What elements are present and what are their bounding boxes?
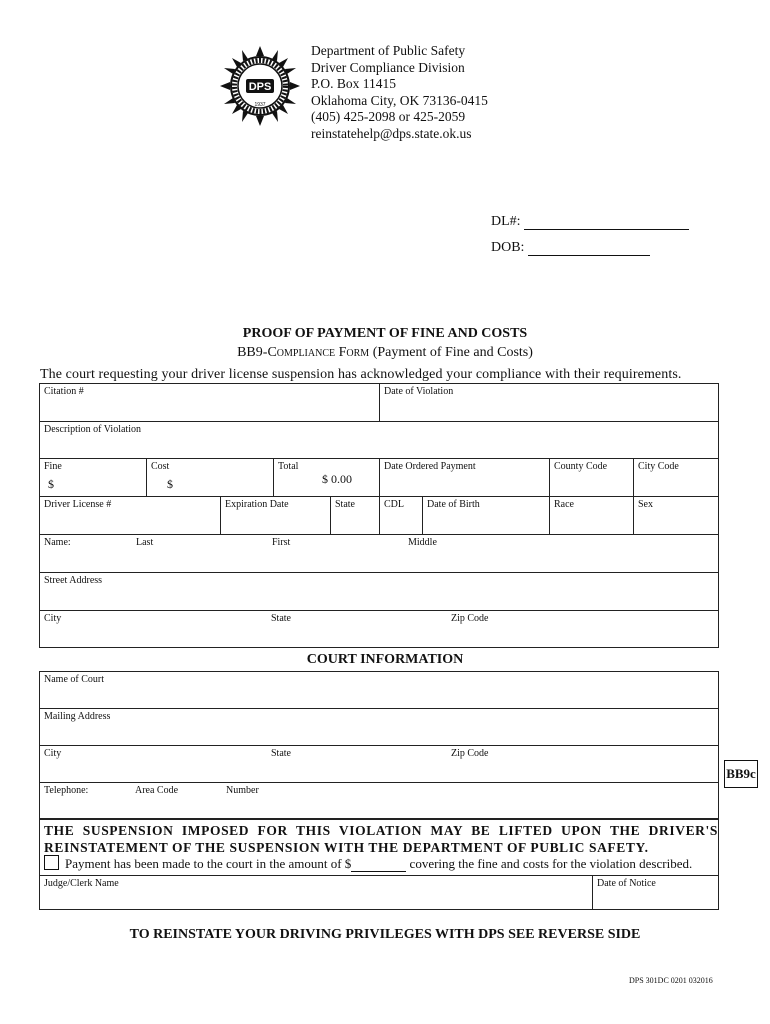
cdl-cell[interactable] bbox=[380, 497, 423, 535]
name-cell[interactable] bbox=[40, 535, 718, 573]
court-info-heading: COURT INFORMATION bbox=[306, 652, 464, 667]
violation-grid bbox=[39, 383, 719, 648]
form-subtitle bbox=[0, 345, 770, 361]
cdl-label: CDL bbox=[384, 499, 404, 510]
cost-value: $ bbox=[167, 477, 173, 491]
sex-cell[interactable] bbox=[634, 497, 718, 535]
county-code-cell[interactable] bbox=[550, 459, 634, 497]
form-title: PROOF OF PAYMENT OF FINE AND COSTS bbox=[242, 326, 528, 341]
subtitle-suffix: (Payment of Fine and Costs) bbox=[369, 345, 533, 360]
telephone-label: Telephone: bbox=[44, 785, 89, 796]
street-label: Street Address bbox=[44, 575, 103, 586]
date-violation-label: Date of Violation bbox=[384, 386, 454, 397]
judge-clerk-cell[interactable] bbox=[40, 875, 593, 909]
address-line: (405) 425-2098 or 425-2059 bbox=[311, 109, 466, 124]
date-notice-label: Date of Notice bbox=[597, 878, 656, 889]
street-cell[interactable] bbox=[40, 573, 718, 611]
bb9c-tag: BB9c bbox=[724, 760, 758, 788]
fine-label: Fine bbox=[44, 461, 62, 472]
citation-label: Citation # bbox=[44, 386, 84, 397]
intro-text: The court requesting your driver license suspension has acknowledged your compliance with their requirements. bbox=[40, 367, 682, 382]
address-line: Oklahoma City, OK 73136-0415 bbox=[311, 92, 488, 108]
name-label: Name: bbox=[44, 537, 71, 548]
payment-amount-line[interactable] bbox=[351, 859, 406, 872]
judge-clerk-label: Judge/Clerk Name bbox=[44, 878, 119, 889]
cost-label: Cost bbox=[151, 461, 170, 472]
last-name-label: Last bbox=[136, 537, 154, 548]
seal-year: 1937 bbox=[254, 102, 266, 108]
total-label: Total bbox=[278, 461, 299, 472]
date-notice-cell[interactable] bbox=[593, 875, 718, 909]
court-grid bbox=[39, 671, 719, 819]
zip-label: Zip Code bbox=[451, 613, 489, 624]
dps-seal-logo bbox=[220, 46, 300, 126]
state-label: State bbox=[335, 499, 355, 510]
court-telephone-cell[interactable] bbox=[40, 783, 718, 818]
dob-label: DOB: bbox=[491, 240, 525, 255]
city-label: City bbox=[44, 613, 62, 624]
first-name-label: First bbox=[272, 537, 291, 548]
court-state-label: State bbox=[271, 748, 291, 759]
fine-value: $ bbox=[48, 477, 54, 491]
citation-cell[interactable] bbox=[40, 384, 380, 422]
cost-cell[interactable] bbox=[147, 459, 274, 497]
fine-cell[interactable] bbox=[40, 459, 147, 497]
expiration-label: Expiration Date bbox=[225, 499, 289, 510]
dob-field[interactable] bbox=[491, 240, 650, 256]
court-name-label: Name of Court bbox=[44, 674, 104, 685]
address-line: Department of Public Safety bbox=[311, 43, 466, 58]
expiration-cell[interactable] bbox=[221, 497, 331, 535]
court-city-label: City bbox=[44, 748, 62, 759]
address-line: reinstatehelp@dps.state.ok.us bbox=[311, 125, 472, 141]
driver-license-label: Driver License # bbox=[44, 499, 112, 510]
seal-center-text: DPS bbox=[248, 81, 272, 93]
state-cell[interactable] bbox=[331, 497, 380, 535]
phone-number-label: Number bbox=[226, 785, 259, 796]
suspension-notice: THE SUSPENSION IMPOSED FOR THIS VIOLATION MAY BE LIFTED UPON THE DRIVER'S REINSTATEMENT OF THE SUSPENSION WITH THE DEPARTMENT OF PUBLIC SAFETY. bbox=[44, 823, 718, 855]
birth-date-label: Date of Birth bbox=[427, 499, 480, 510]
dl-label: DL#: bbox=[491, 214, 521, 229]
state-label: State bbox=[271, 613, 291, 624]
birth-date-cell[interactable] bbox=[423, 497, 550, 535]
sex-label: Sex bbox=[638, 499, 653, 510]
middle-name-label: Middle bbox=[408, 537, 437, 548]
court-city-cell[interactable] bbox=[40, 746, 718, 783]
reinstate-notice: TO REINSTATE YOUR DRIVING PRIVILEGES WITH DPS SEE REVERSE SIDE bbox=[129, 927, 641, 942]
description-label: Description of Violation bbox=[44, 424, 141, 435]
race-label: Race bbox=[554, 499, 574, 510]
payment-prefix: Payment has been made to the court in the amount of $ bbox=[65, 856, 352, 871]
court-mailing-label: Mailing Address bbox=[44, 711, 111, 722]
subtitle-prefix: BB9- bbox=[237, 345, 268, 360]
date-violation-cell[interactable] bbox=[380, 384, 718, 422]
race-cell[interactable] bbox=[550, 497, 634, 535]
form-number: DPS 301DC 0201 032016 bbox=[629, 976, 713, 985]
payment-line bbox=[44, 855, 692, 872]
payment-checkbox[interactable] bbox=[44, 855, 59, 870]
court-name-cell[interactable] bbox=[40, 672, 718, 709]
area-code-label: Area Code bbox=[135, 785, 179, 796]
date-ordered-label: Date Ordered Payment bbox=[384, 461, 476, 472]
description-cell[interactable] bbox=[40, 422, 718, 459]
payment-suffix: covering the fine and costs for the violation described. bbox=[409, 856, 693, 871]
dl-field[interactable] bbox=[491, 214, 689, 230]
date-ordered-cell[interactable] bbox=[380, 459, 550, 497]
agency-address bbox=[311, 43, 488, 142]
total-cell[interactable] bbox=[274, 459, 380, 497]
city-state-zip-cell[interactable] bbox=[40, 611, 718, 647]
address-line: Driver Compliance Division bbox=[311, 59, 465, 75]
dl-line[interactable] bbox=[524, 215, 689, 230]
court-mailing-cell[interactable] bbox=[40, 709, 718, 746]
dob-line[interactable] bbox=[528, 241, 650, 256]
county-code-label: County Code bbox=[554, 461, 608, 472]
driver-license-cell[interactable] bbox=[40, 497, 221, 535]
city-code-label: City Code bbox=[638, 461, 679, 472]
subtitle-form: Compliance Form bbox=[267, 345, 370, 360]
total-value: $ 0.00 bbox=[322, 472, 352, 486]
court-zip-label: Zip Code bbox=[451, 748, 489, 759]
city-code-cell[interactable] bbox=[634, 459, 718, 497]
address-line: P.O. Box 11415 bbox=[311, 76, 397, 91]
